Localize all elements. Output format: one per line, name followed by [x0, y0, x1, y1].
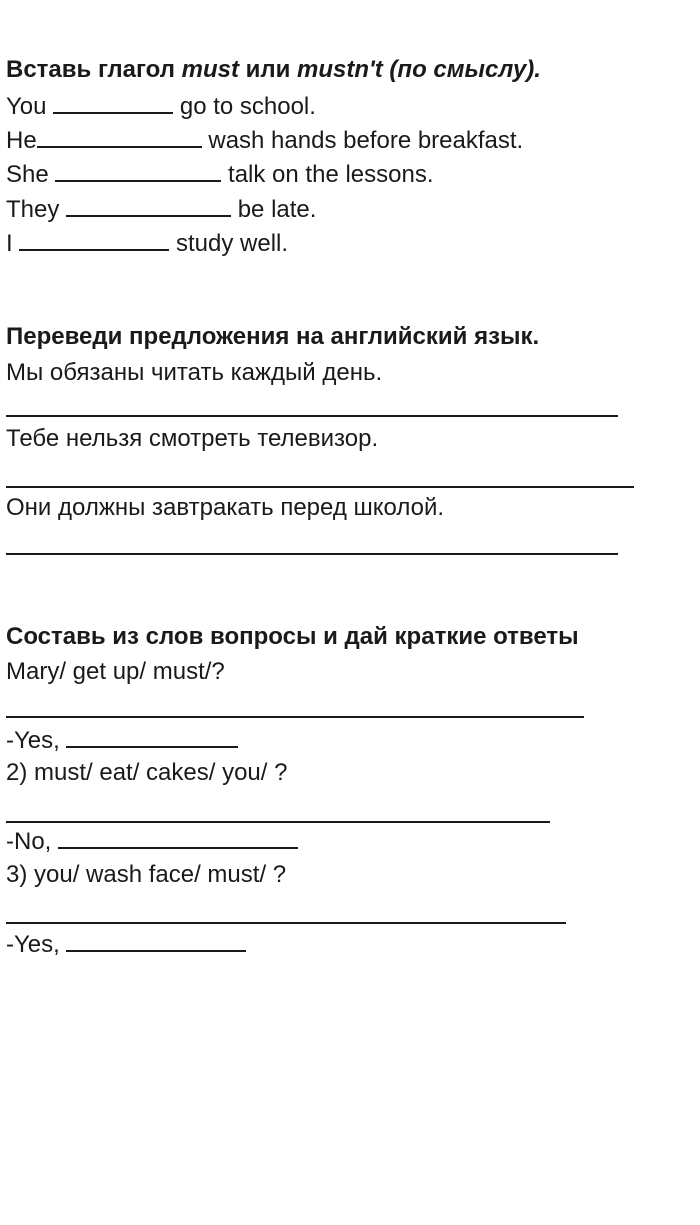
heading-text: Вставь глагол [6, 56, 182, 83]
sentence-subject: I [6, 230, 20, 257]
short-answer [6, 928, 246, 958]
question-words: 3) you/ wash face/ must/ ? [6, 861, 287, 888]
sentence-rest: study well. [169, 230, 289, 257]
answer-line[interactable] [6, 922, 566, 924]
short-answer-label: -Yes, [6, 727, 60, 754]
exercise-sentence [6, 158, 434, 188]
translate-sentence: Мы обязаны читать каждый день. [6, 359, 383, 386]
section-1-heading [6, 55, 541, 85]
sentence-subject: He [6, 127, 37, 154]
sentence-rest: talk on the lessons. [221, 161, 434, 188]
answer-line[interactable] [6, 553, 618, 555]
answer-blank[interactable] [53, 90, 173, 114]
answer-blank[interactable] [19, 227, 169, 251]
sentence-rest: go to school. [173, 93, 316, 120]
short-answer [6, 724, 238, 754]
exercise-sentence [6, 227, 288, 257]
answer-line[interactable] [6, 821, 550, 823]
answer-blank[interactable] [66, 193, 231, 217]
short-answer-label: -Yes, [6, 931, 60, 958]
exercise-sentence [6, 193, 316, 223]
short-answer-label: -No, [6, 828, 52, 855]
question-words: 2) must/ eat/ cakes/ you/ ? [6, 759, 288, 786]
section-3-heading: Составь из слов вопросы и дай краткие ответы [6, 623, 579, 650]
translate-sentence: Они должны завтракать перед школой. [6, 494, 445, 521]
answer-blank[interactable] [58, 825, 298, 849]
sentence-subject: They [6, 196, 67, 223]
sentence-subject: You [6, 93, 54, 120]
sentence-rest: be late. [231, 196, 317, 223]
answer-blank[interactable] [55, 158, 221, 182]
exercise-sentence [6, 90, 316, 120]
answer-line[interactable] [6, 716, 584, 718]
answer-blank[interactable] [66, 724, 238, 748]
section-2-heading: Переведи предложения на английский язык. [6, 323, 540, 350]
heading-paren: (по смыслу). [382, 56, 541, 83]
sentence-rest: wash hands before breakfast. [201, 127, 524, 154]
answer-blank[interactable] [66, 928, 246, 952]
translate-sentence: Тебе нельзя смотреть телевизор. [6, 425, 379, 452]
answer-line[interactable] [6, 415, 618, 417]
question-words: Mary/ get up/ must/? [6, 658, 225, 685]
short-answer [6, 825, 298, 855]
heading-mustnt: mustn't [297, 56, 383, 83]
answer-line[interactable] [6, 486, 634, 488]
heading-text: или [238, 56, 298, 83]
answer-blank[interactable] [37, 124, 202, 148]
exercise-sentence [6, 124, 523, 154]
sentence-subject: She [6, 161, 56, 188]
heading-must: must [181, 56, 239, 83]
